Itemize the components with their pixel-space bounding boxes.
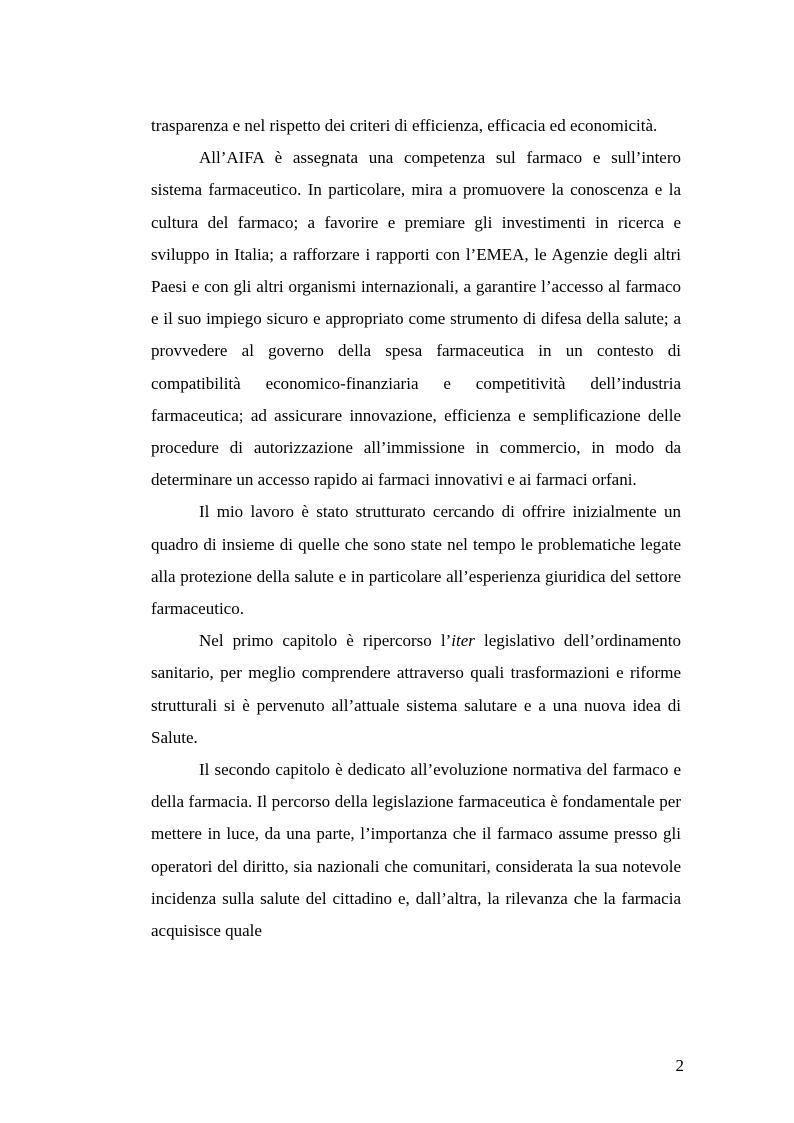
italic-term-iter: iter <box>451 631 475 651</box>
paragraph-work-structure: Il mio lavoro è stato strutturato cercando di offrire inizialmente un quadro di insieme di quelle che sono state nel tempo le problematiche legate alla protezione della salute e in particolare all’esperienza giuridica del settore farmaceutico. <box>151 502 681 619</box>
paragraph-aifa-competences: All’AIFA è assegnata una competenza sul farmaco e sull’intero sistema farmaceutico. In particolare, mira a promuovere la conoscenza e la cultura del farmaco; a favorire e premiare gli investimenti in ricerca e sviluppo in Italia; a rafforzare i rapporti con l’EMEA, le Agenzie degli altri Paesi e con gli altri organismi internazionali, a garantire l’accesso al farmaco e il suo impiego sicuro e appropriato come strumento di difesa della salute; a provvedere al governo della spesa farmaceutica in un contesto di compatibilità economico-finanziaria e competitività dell’industria farmaceutica; ad assicurare innovazione, efficienza e semplificazione delle procedure di autorizzazione all’immissione in commercio, in modo da determinare un accesso rapido ai farmaci innovativi e ai farmaci orfani. <box>151 148 681 490</box>
paragraph-continuation: trasparenza e nel rispetto dei criteri di efficienza, efficacia ed economicità. <box>151 116 658 135</box>
text-body <box>151 110 681 947</box>
first-chapter-text-start: Nel primo capitolo è ripercorso l’ <box>199 631 452 651</box>
paragraph-second-chapter: Il secondo capitolo è dedicato all’evoluzione normativa del farmaco e della farmacia. Il percorso della legislazione farmaceutica è fondamentale per mettere in luce, da una parte, l’importanza che il farmaco assume presso gli operatori del diritto, sia nazionali che comunitari, considerata la sua notevole incidenza sulla salute del cittadino e, dall’altra, la rilevanza che la farmacia acquisisce quale <box>151 760 681 941</box>
page-number: 2 <box>675 1056 684 1075</box>
paragraph-first-chapter <box>151 625 681 754</box>
first-chapter-text-end: legislativo dell’ordinamento sanitario, per meglio comprendere attraverso quali trasformazioni e riforme strutturali si è pervenuto all’attuale sistema salutare e a una nuova idea di Salute. <box>151 631 681 747</box>
